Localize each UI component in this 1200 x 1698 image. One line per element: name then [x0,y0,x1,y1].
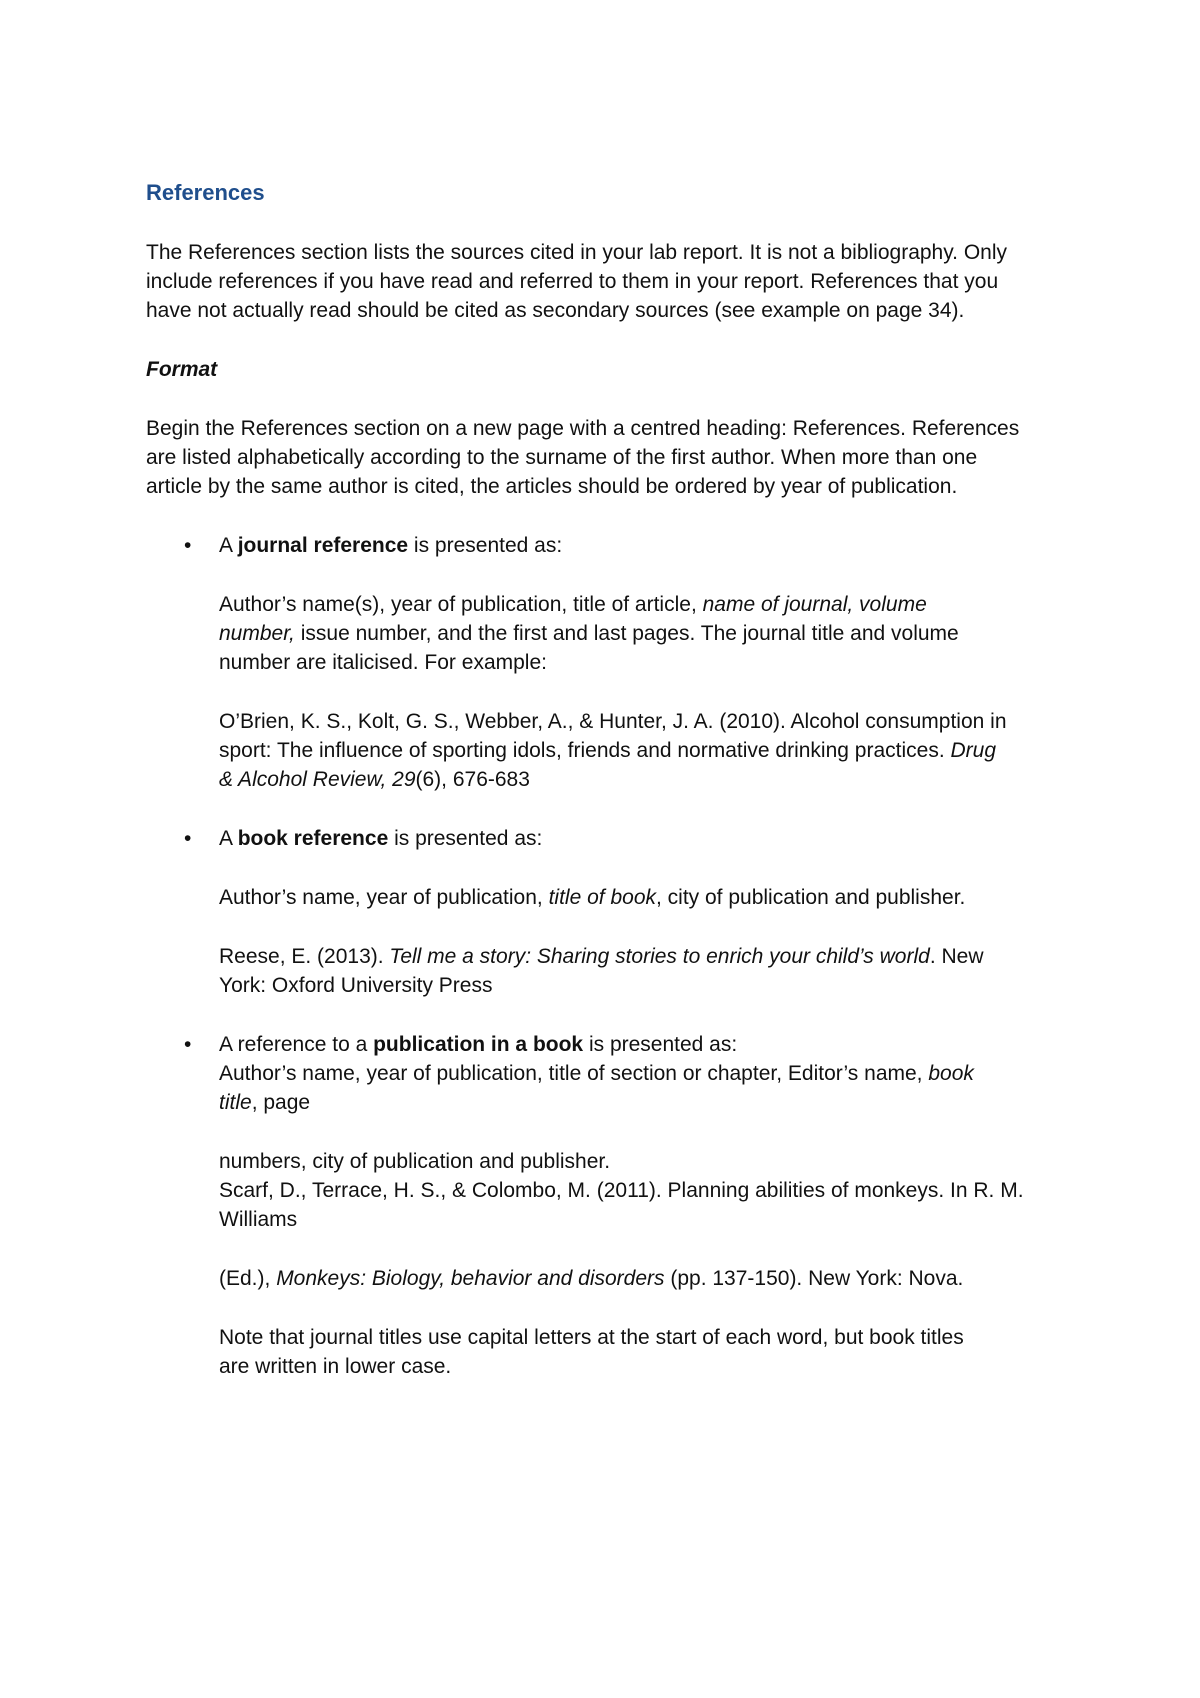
book-format-line: Author’s name, year of publication, title of book, city of publication and publisher. [219,886,966,909]
bullet-icon: • [184,1033,192,1056]
journal-example-line: sport: The influence of sporting idols, friends and normative drinking practices. Drug [219,739,997,762]
book-intro: A book reference is presented as: [219,827,543,850]
format-subheading: Format [146,358,218,381]
page-title: References [146,180,265,205]
chapter-format-line: title, page [219,1091,311,1114]
journal-format-line: number are italicised. For example: [219,651,547,674]
note-line: Note that journal titles use capital letters at the start of each word, but book titles [219,1326,964,1349]
chapter-example-line: Williams [219,1208,298,1231]
intro-line: have not actually read should be cited as secondary sources (see example on page 34). [146,299,965,322]
journal-example-line: O’Brien, K. S., Kolt, G. S., Webber, A., & Hunter, J. A. (2010). Alcohol consumption in [219,710,1007,733]
chapter-format-line: Author’s name, year of publication, title of section or chapter, Editor’s name, book [219,1062,974,1085]
chapter-intro: A reference to a publication in a book is presented as: [219,1033,738,1056]
chapter-format-line: numbers, city of publication and publisher. [219,1150,611,1173]
format-paragraph-line: article by the same author is cited, the articles should be ordered by year of publication. [146,475,958,498]
intro-line: include references if you have read and referred to them in your report. References that you [146,270,999,293]
journal-format-line: Author’s name(s), year of publication, title of article, name of journal, volume [219,593,927,616]
intro-line: The References section lists the sources cited in your lab report. It is not a bibliography. Only [146,241,1008,264]
chapter-example-line: (Ed.), Monkeys: Biology, behavior and disorders (pp. 137-150). New York: Nova. [219,1267,964,1290]
format-paragraph-line: are listed alphabetically according to the surname of the first author. When more than one [146,446,978,469]
chapter-example-line: Scarf, D., Terrace, H. S., & Colombo, M. (2011). Planning abilities of monkeys. In R. M. [219,1179,1024,1202]
journal-format-line: number, issue number, and the first and last pages. The journal title and volume [219,622,959,645]
bullet-icon: • [184,534,192,557]
journal-example-line: & Alcohol Review, 29(6), 676-683 [219,768,530,791]
journal-intro: A journal reference is presented as: [219,534,563,557]
note-line: are written in lower case. [219,1355,452,1378]
book-example-line: York: Oxford University Press [219,974,493,997]
bullet-icon: • [184,827,192,850]
book-example-line: Reese, E. (2013). Tell me a story: Sharing stories to enrich your child’s world. New [219,945,984,968]
format-paragraph-line: Begin the References section on a new page with a centred heading: References. References [146,417,1020,440]
